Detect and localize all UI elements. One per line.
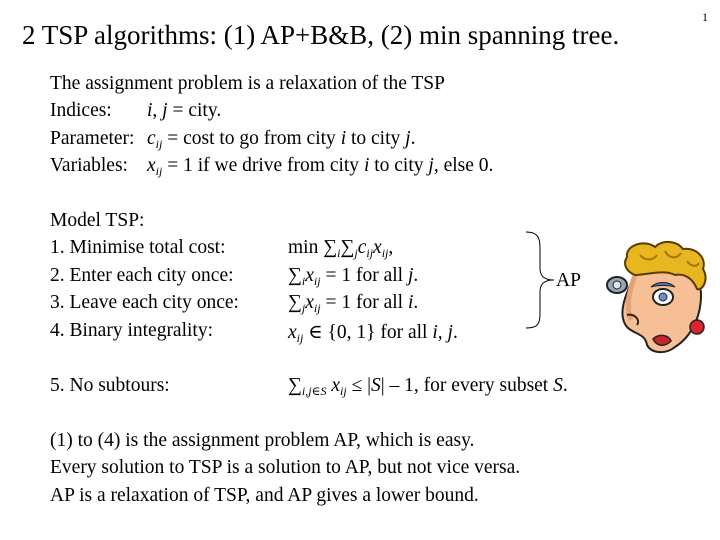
text-segment: . [410,128,416,149]
subscript: i [301,274,306,288]
text-segment: | – 1, for every subset [380,375,554,396]
text-line [50,237,226,259]
text-segment: Variables: [50,155,128,176]
text-segment: to city [346,128,406,149]
text-segment: , [152,100,163,121]
curly-brace [522,230,556,330]
text-segment: 5. No subtours: [50,375,170,396]
text-segment: . [413,292,419,313]
text-segment: = cost to go from city [162,128,341,149]
text-line [50,457,520,479]
subscript: j [354,246,358,260]
text-segment: S [553,375,563,396]
text-segment: = 1 for all [320,265,408,286]
text-segment: Parameter: [50,128,135,149]
text-line [50,155,128,177]
text-segment: ∑ [288,292,302,313]
text-segment: . [413,265,419,286]
formula-text [288,320,458,344]
text-segment: ∈ {0, 1} for all [303,322,433,343]
text-segment: Every solution to TSP is a solution to AP, but not vice versa. [50,457,521,478]
text-segment: x [331,375,340,396]
text-segment: x [305,292,314,313]
text-segment: x [373,237,382,258]
text-segment: i [147,100,153,121]
text-segment: c [357,237,367,258]
text-segment: i, j [432,322,453,343]
text-segment: ∑ [288,375,302,396]
text-segment: , else 0. [433,155,494,176]
formula-text [288,292,418,314]
text-segment: j [162,100,168,121]
text-segment: c [147,128,156,149]
subscript: j [301,301,306,315]
text-segment: min ∑ [288,237,338,258]
subscript: ij [366,246,374,260]
text-line [50,210,144,232]
subscript: ij [313,274,321,288]
text-segment: The assignment problem is a relaxation of the TSP [50,73,445,94]
slide-title: 2 TSP algorithms: (1) AP+B&B, (2) min spanning tree. [22,20,620,50]
formula-text [288,375,568,397]
text-segment: i [407,292,414,313]
text-line [50,292,239,314]
formula-text [147,128,415,150]
formula-text [147,100,221,122]
text-segment: 1. Minimise total cost: [50,237,226,258]
text-segment: , [388,237,394,258]
text-line [50,128,134,150]
text-segment: Indices: [50,100,112,121]
text-segment: 3. Leave each city once: [50,292,239,313]
subscript: ij [313,301,321,315]
text-segment: Model TSP: [50,210,145,231]
text-segment: i [363,155,370,176]
formula-text [288,237,393,259]
text-segment: . [452,322,458,343]
text-line [50,485,479,507]
text-segment: to city [369,155,429,176]
text-segment: j [407,265,414,286]
text-line [50,73,445,95]
text-segment: AP is a relaxation of TSP, and AP gives a lower bound. [50,485,479,506]
formula-text [288,265,418,287]
text-segment: = 1 if we drive from city [162,155,364,176]
text-segment: (1) to (4) is the assignment problem AP, which is easy. [50,430,475,451]
text-segment: = 1 for all [320,292,408,313]
cartoon-face-icon [605,235,715,360]
text-line [50,320,213,342]
text-line [50,375,170,397]
text-line [50,100,112,122]
text-segment: x [147,155,156,176]
text-segment: x [288,322,297,343]
subscript: ij [340,384,347,398]
subscript: ij [155,137,163,151]
text-line [50,430,474,452]
text-line [50,265,234,287]
text-segment: j [428,155,434,176]
subscript: ij [381,246,389,260]
text-segment: 4. Binary integrality: [50,320,214,341]
text-segment: ∑ [288,265,302,286]
subscript: ij [155,164,163,178]
text-segment: x [305,265,314,286]
text-segment: . [562,375,568,396]
brace-label: AP [556,270,581,291]
text-segment: ∑ [340,237,355,258]
text-segment: j [405,128,411,149]
formula-text [147,155,493,177]
subscript: i,j∈S [301,384,327,398]
subscript: ij [296,331,304,345]
text-segment: S [371,375,381,396]
text-segment: = city. [167,100,222,121]
subscript: i [337,246,341,260]
page-number: 1 [702,10,708,24]
text-segment: ≤ | [346,375,372,396]
text-segment: i [340,128,347,149]
text-segment: 2. Enter each city once: [50,265,234,286]
